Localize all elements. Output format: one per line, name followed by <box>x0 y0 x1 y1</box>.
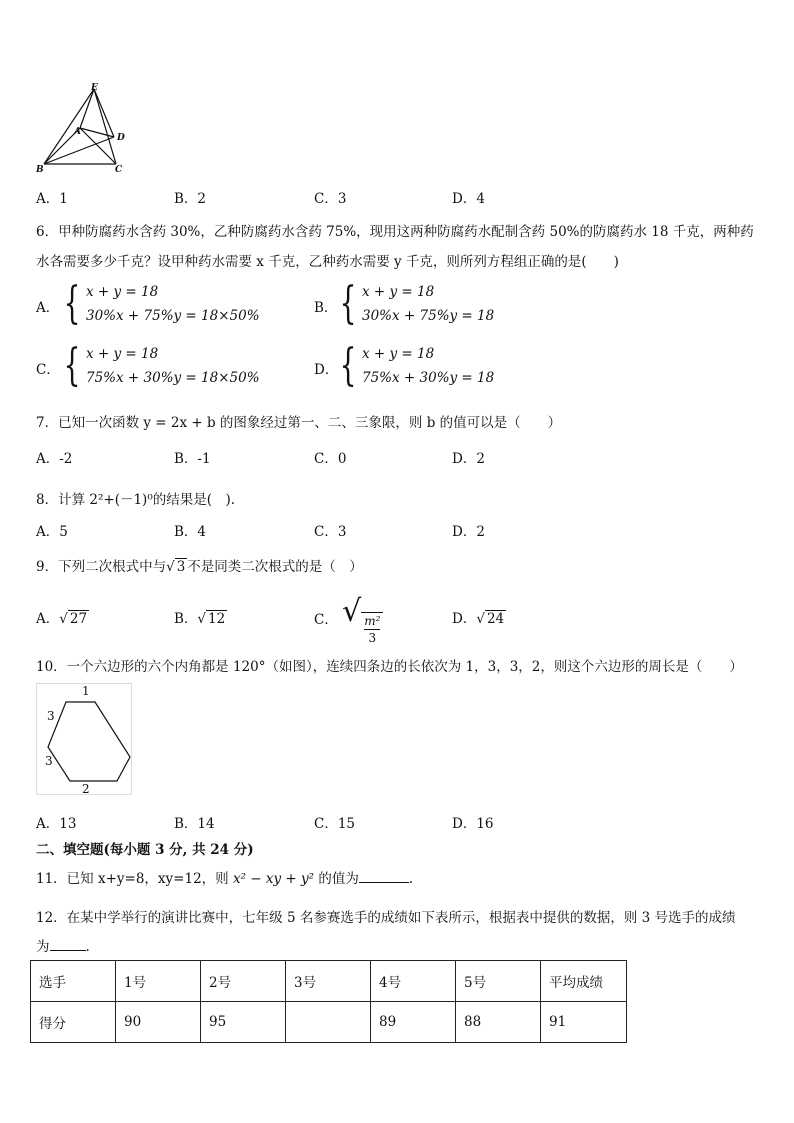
table-cell <box>286 1002 371 1043</box>
q8-option-c: C．3 <box>314 524 347 540</box>
table-header-cell: 2号 <box>201 961 286 1002</box>
label-c: C <box>115 165 123 175</box>
q7-option-c: C．0 <box>314 451 347 467</box>
section-title: 二、填空题(每小题 3 分, 共 24 分) <box>36 842 254 858</box>
label-d: D <box>117 133 125 143</box>
q6-option-b-label: B． <box>314 300 338 316</box>
table-cell: 89 <box>371 1002 456 1043</box>
q6-option-d-label: D． <box>314 362 339 378</box>
q11-answer-blank[interactable] <box>359 882 409 883</box>
q9-text-post: 不是同类二次根式的是（ ） <box>187 559 363 575</box>
table-header-cell: 4号 <box>371 961 456 1002</box>
q10-text: 10．一个六边形的六个内角都是 120°（如图），连续四条边的长依次为 1，3，3，2，则这个六边形的周长是（ ） <box>36 659 743 675</box>
q9-option-a <box>36 607 89 627</box>
q12-line2 <box>36 935 90 955</box>
q7-option-a: A．-2 <box>36 451 73 467</box>
q6-d-eq1: x + y = 18 <box>362 346 435 362</box>
fraction-denominator: 3 <box>368 631 377 645</box>
hex-label-lower-left: 3 <box>45 754 53 768</box>
sqrt-24: √ 24 <box>476 611 505 627</box>
q6-line1: 6．甲种防腐药水含药 30%，乙种防腐药水含药 75%，现用这两种防腐药水配制含药 50%的防腐药水 18 千克，两种药 <box>36 224 754 240</box>
q5-option-d: D．4 <box>452 191 485 207</box>
fraction-numerator: m² <box>364 614 381 628</box>
table-header-row <box>31 961 627 1002</box>
score-table <box>30 960 627 1043</box>
table-header-cell: 5号 <box>456 961 541 1002</box>
q6-a-eq1: x + y = 18 <box>86 284 159 300</box>
q10-option-b: B．14 <box>174 816 215 832</box>
hexagon-figure <box>36 683 132 795</box>
q11-end: . <box>408 871 414 887</box>
q9-text <box>36 555 363 575</box>
q5-option-a: A．1 <box>36 191 68 207</box>
label-a: A <box>74 127 81 137</box>
q7-option-b: B．-1 <box>174 451 211 467</box>
q12-answer-blank[interactable] <box>50 950 86 951</box>
q12-line2-end: . <box>85 939 90 955</box>
q6-option-d-system: { x + y = 18 75%x + 30%y = 18 <box>339 340 495 391</box>
hex-label-upper-left: 3 <box>47 709 55 723</box>
table-header-cell: 选手 <box>31 961 116 1002</box>
q7-option-d: D．2 <box>452 451 485 467</box>
q12-line1: 12．在某中学举行的演讲比赛中，七年级 5 名参赛选手的成绩如下表所示，根据表中提供的数据，则 3 号选手的成绩 <box>36 910 736 926</box>
table-header-cell: 平均成绩 <box>541 961 627 1002</box>
q6-a-eq2: 30%x + 75%y = 18×50% <box>86 308 260 324</box>
q11-post: 的值为 <box>314 871 359 887</box>
q5-option-c: C．3 <box>314 191 347 207</box>
q8-option-d: D．2 <box>452 524 485 540</box>
q9-option-c-label: C． <box>314 612 338 628</box>
q10-option-d: D．16 <box>452 816 494 832</box>
q8-option-a: A．5 <box>36 524 68 540</box>
q9-option-d <box>452 607 506 627</box>
hex-label-bottom: 2 <box>82 782 90 795</box>
sqrt-12: √ 12 <box>197 611 226 627</box>
q9-text-pre: 9．下列二次根式中与 <box>36 559 167 575</box>
q9-option-c <box>314 594 383 644</box>
label-e: E <box>91 83 98 93</box>
q11-expr: x² − xy + y² <box>232 871 315 887</box>
q11-text <box>36 867 413 887</box>
table-cell: 95 <box>201 1002 286 1043</box>
table-row <box>31 1002 627 1043</box>
q6-option-a-label: A． <box>36 300 60 316</box>
q5-option-b: B．2 <box>174 191 207 207</box>
table-header-cell: 3号 <box>286 961 371 1002</box>
q9-option-d-label: D． <box>452 611 477 627</box>
q6-b-eq2: 30%x + 75%y = 18 <box>362 308 495 324</box>
q6-c-eq1: x + y = 18 <box>86 346 159 362</box>
q6-option-b-system: { x + y = 18 30%x + 75%y = 18 <box>339 278 495 329</box>
q8-option-b: B．4 <box>174 524 207 540</box>
q7-text: 7．已知一次函数 y = 2x + b 的图象经过第一、二、三象限，则 b 的值可以是（ ） <box>36 415 562 431</box>
sqrt-fraction: √ $\frac{\text{m²}}{3}$ <box>342 594 383 644</box>
table-cell: 88 <box>456 1002 541 1043</box>
q6-d-eq2: 75%x + 30%y = 18 <box>362 370 495 386</box>
q6-line2: 水各需要多少千克？设甲种药水需要 x 千克，乙种药水需要 y 千克，则所列方程组正确的是( ) <box>36 254 619 270</box>
q9-option-a-label: A． <box>36 611 60 627</box>
triangle-figure <box>36 82 136 176</box>
sqrt-27: √ 27 <box>59 611 88 627</box>
q6-option-c-label: C． <box>36 362 60 378</box>
q11-pre: 11．已知 x+y=8，xy=12，则 <box>36 871 233 887</box>
table-cell: 90 <box>116 1002 201 1043</box>
q10-option-a: A．13 <box>36 816 77 832</box>
q6-c-eq2: 75%x + 30%y = 18×50% <box>86 370 260 386</box>
q6-option-a-system: { x + y = 18 30%x + 75%y = 18×50% <box>63 278 260 329</box>
hex-label-top: 1 <box>82 684 90 698</box>
q6-b-eq1: x + y = 18 <box>362 284 435 300</box>
q9-option-b-label: B． <box>174 611 198 627</box>
label-b: B <box>36 165 44 175</box>
q10-option-c: C．15 <box>314 816 356 832</box>
q9-option-b <box>174 607 227 627</box>
table-cell: 91 <box>541 1002 627 1043</box>
q6-option-c-system: { x + y = 18 75%x + 30%y = 18×50% <box>63 340 260 391</box>
sqrt-3: √ 3 <box>166 559 186 575</box>
q12-line2-pre: 为 <box>36 939 50 955</box>
table-cell: 得分 <box>31 1002 116 1043</box>
table-header-cell: 1号 <box>116 961 201 1002</box>
q8-text: 8．计算 2²+(－1)⁰的结果是( ). <box>36 492 236 508</box>
